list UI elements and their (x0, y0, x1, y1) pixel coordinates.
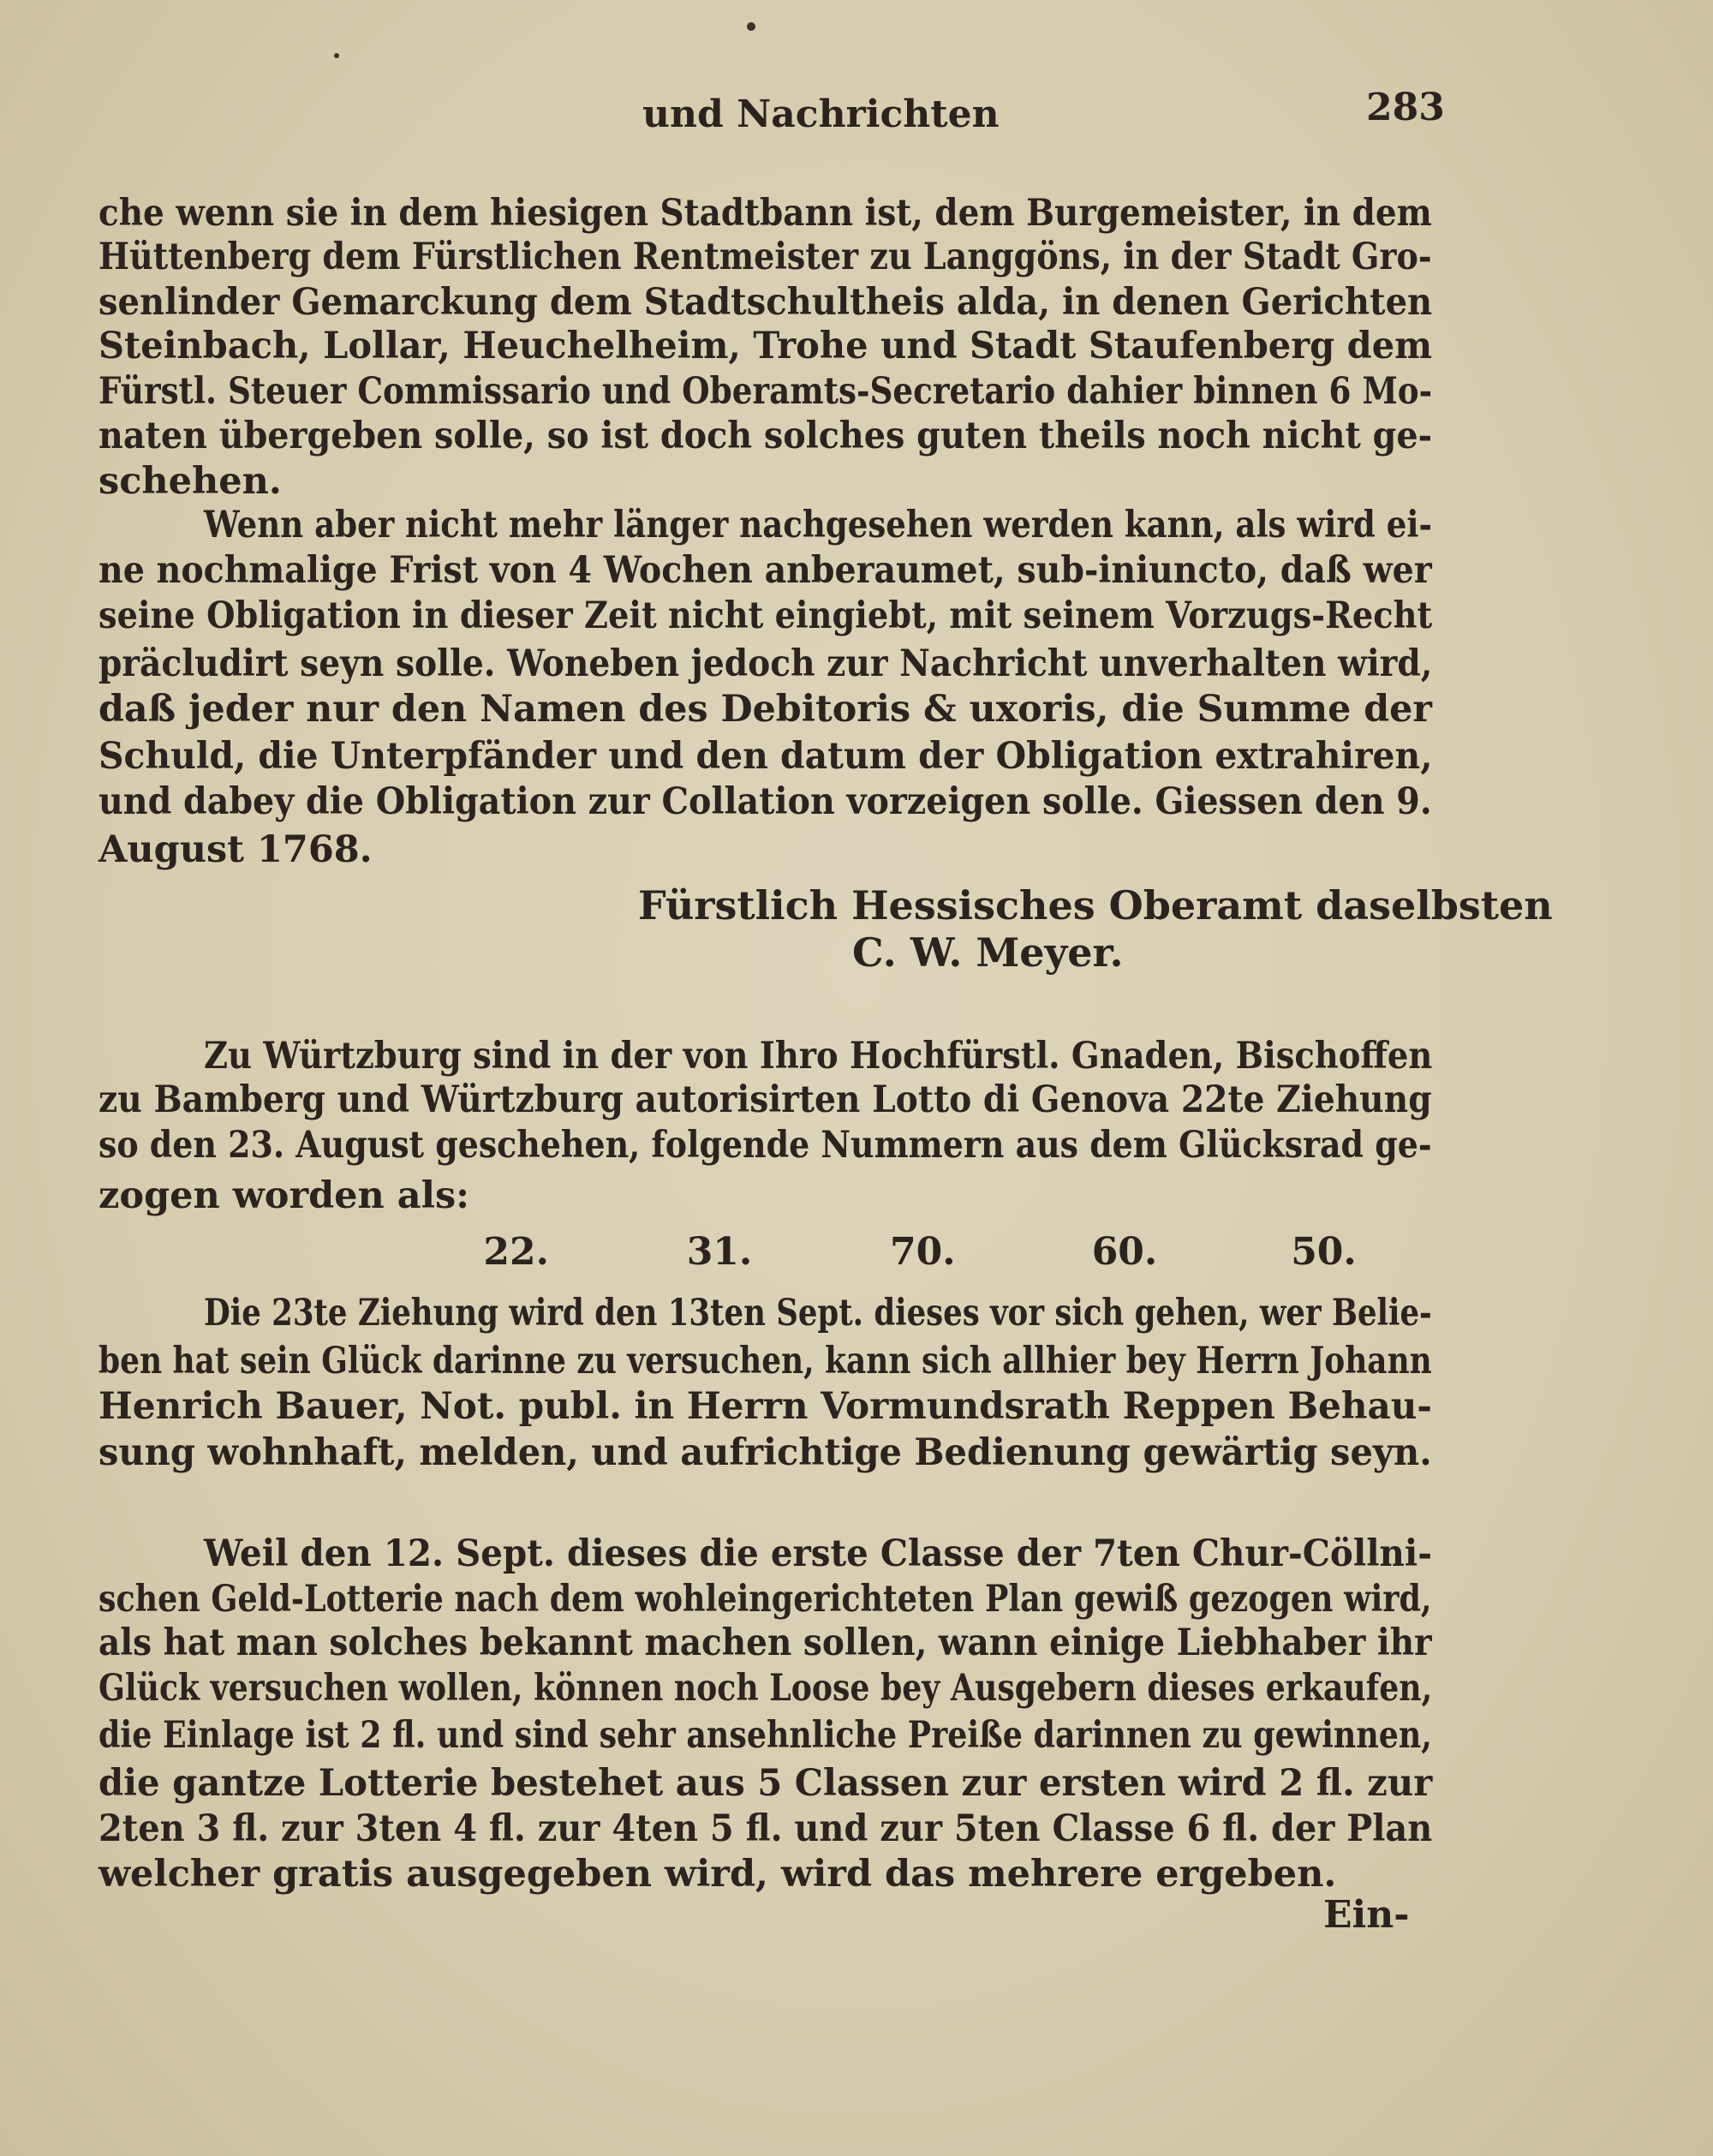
paragraph1-line: che wenn sie in dem hiesigen Stadtbann ist, dem Burgemeister, in dem (98, 191, 1432, 235)
paragraph2-line: seine Obligation in dieser Zeit nicht eingiebt, mit seinem Vorzugs-Recht (98, 594, 1433, 638)
ink-speck (334, 53, 339, 58)
paragraph5-line: 2ten 3 fl. zur 3ten 4 fl. zur 4ten 5 fl. und zur 5ten Classe 6 fl. der Plan (98, 1807, 1433, 1850)
paragraph5-line: Glück versuchen wollen, können noch Loose bey Ausgebern dieses erkaufen, (98, 1666, 1433, 1710)
paragraph2-line: präcludirt seyn solle. Woneben jedoch zur Nachricht unverhalten wird, (98, 642, 1433, 686)
paragraph2-line: und dabey die Obligation zur Collation vorzeigen solle. Giessen den 9. (98, 779, 1432, 823)
paragraph5-line: welcher gratis ausgegeben wird, wird das mehrere ergeben. (98, 1852, 1337, 1896)
paragraph2-line: daß jeder nur den Namen des Debitoris & uxoris, die Summe der (98, 688, 1432, 732)
signature-office: Fürstlich Hessisches Oberamt daselbsten (638, 882, 1553, 929)
paragraph4-line: Henrich Bauer, Not. publ. in Herrn Vormundsrath Reppen Behau- (98, 1384, 1432, 1428)
paragraph5-line: als hat man solches bekannt machen sollen, wann einige Liebhaber ihr (98, 1621, 1432, 1664)
paragraph2-line: August 1768. (98, 827, 373, 871)
signature-name: C. W. Meyer. (852, 929, 1124, 976)
paragraph5-line: die Einlage ist 2 fl. und sind sehr ansehnliche Preiße darinnen zu gewinnen, (98, 1713, 1432, 1757)
paragraph4-line: Die 23te Ziehung wird den 13ten Sept. dieses vor sich gehen, wer Belie- (204, 1291, 1432, 1335)
paragraph1-line: senlinder Gemarckung dem Stadtschultheis alda, in denen Gerichten (98, 281, 1433, 325)
paragraph5-line: schen Geld-Lotterie nach dem wohleingerichteten Plan gewiß gezogen wird, (98, 1577, 1432, 1621)
paragraph1-line: Steinbach, Lollar, Heuchelheim, Trohe und Stadt Staufenberg dem (98, 325, 1433, 368)
paragraph3-line: zogen worden als: (98, 1174, 470, 1218)
lotto-number: 70. (890, 1229, 956, 1274)
paragraph1-line: Fürstl. Steuer Commissario und Oberamts-Secretario dahier binnen 6 Mo- (98, 370, 1433, 414)
paragraph4-line: sung wohnhaft, melden, und aufrichtige Bedienung gewärtig seyn. (98, 1431, 1432, 1475)
lotto-number: 60. (1091, 1229, 1158, 1274)
paragraph1-line: naten übergeben solle, so ist doch solches guten theils noch nicht ge- (98, 414, 1433, 457)
paragraph1-line: Hüttenberg dem Fürstlichen Rentmeister zu Langgöns, in der Stadt Gro- (98, 236, 1432, 279)
paragraph4-line: ben hat sein Glück darinne zu versuchen, kann sich allhier bey Herrn Johann (98, 1339, 1432, 1383)
paragraph3-line: Zu Würtzburg sind in der von Ihro Hochfürstl. Gnaden, Bischoffen (204, 1034, 1433, 1078)
paragraph2-line: Schuld, die Unterpfänder und den datum der Obligation extrahiren, (98, 734, 1433, 778)
paragraph3-line: so den 23. August geschehen, folgende Nummern aus dem Glücksrad ge- (98, 1123, 1432, 1167)
lotto-number: 50. (1291, 1229, 1357, 1274)
paragraph5-line: Weil den 12. Sept. dieses die erste Classe der 7ten Chur-Cöllni- (204, 1532, 1433, 1575)
lotto-number: 22. (483, 1229, 549, 1274)
paragraph3-line: zu Bamberg und Würtzburg autorisirten Lotto di Genova 22te Ziehung (98, 1078, 1432, 1121)
paragraph1-line: schehen. (98, 459, 282, 503)
paragraph5-line: die gantze Lotterie bestehet aus 5 Classen zur ersten wird 2 fl. zur (98, 1761, 1433, 1805)
catchword: Ein- (1323, 1893, 1410, 1937)
running-title: und Nachrichten (642, 93, 1000, 136)
paragraph2-line: Wenn aber nicht mehr länger nachgesehen werden kann, als wird ei- (204, 504, 1432, 547)
paragraph2-line: ne nochmalige Frist von 4 Wochen anberaumet, sub-iniuncto, daß wer (98, 549, 1432, 593)
lotto-number: 31. (686, 1229, 753, 1274)
ink-speck (747, 22, 755, 31)
page-number: 283 (1366, 86, 1445, 129)
